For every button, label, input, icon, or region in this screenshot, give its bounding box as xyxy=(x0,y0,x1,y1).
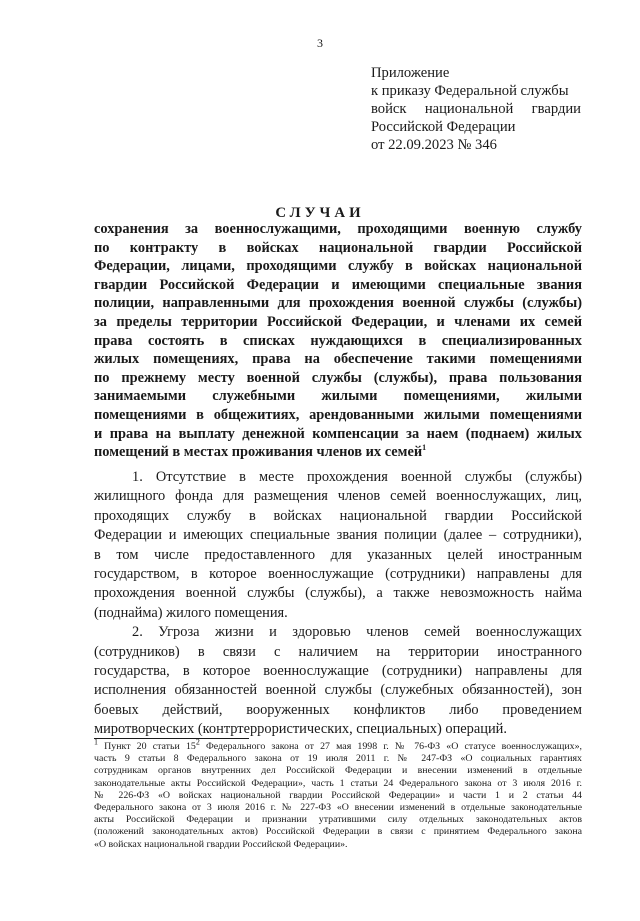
paragraph-line: исполнения обязанностей военной службы (служебных обязанностей), зон xyxy=(94,682,582,699)
subtitle-line: и права на выплату денежной компенсации за наем (поднаем) жилых xyxy=(94,425,582,442)
paragraph-line: миротворческих (контртеррористических, специальных) операций. xyxy=(94,721,507,738)
footnote-line: Федерального закона от 3 июля 2016 г. № 227-ФЗ «О внесении изменений в отдельные законодательные xyxy=(94,802,582,814)
paragraph-line: (поднайма) жилого помещения. xyxy=(94,604,288,621)
footnote-superscript: 2 xyxy=(195,737,200,747)
subtitle-line: по контракту в войсках национальной гвардии Российской xyxy=(94,239,582,256)
paragraph-line: прохождения военной службы (службы), а также невозможность найма xyxy=(94,585,582,602)
footnote-line: «О войсках национальной гвардии Российской Федерации». xyxy=(94,838,348,850)
subtitle-line: за пределы территории Российской Федерации, и членами их семей xyxy=(94,313,582,330)
subtitle-line: занимаемыми служебными жилыми помещениями, жилыми xyxy=(94,388,582,405)
paragraph-line: проходящих службу в войсках национальной гвардии Российской xyxy=(94,507,582,524)
footnote-line: законодательные акты Российской Федерации», часть 1 статьи 24 Федерального закона от 3 июля 2016 г. xyxy=(94,777,582,789)
footnote-text: Федерального закона от 27 мая 1998 г. № 76-ФЗ «О статусе военнослужащих», xyxy=(199,741,582,752)
paragraph-line: 1. Отсутствие в месте прохождения военной службы (службы) xyxy=(132,469,582,485)
subtitle-last-text: помещений в местах проживания членов их семей xyxy=(94,444,423,461)
appendix-line: к приказу Федеральной службы xyxy=(371,83,569,99)
appendix-line: войск национальной гвардии xyxy=(371,101,581,117)
subtitle-line xyxy=(94,443,582,462)
footnote-line: часть 9 статьи 8 Федерального закона от 19 июля 2011 г. № 247-ФЗ «О социальных гарантиях xyxy=(94,753,582,765)
paragraph-line: жилищного фонда для размещения членов семей военнослужащих, лиц, xyxy=(94,488,582,505)
paragraph-line: Федерации и имеющих специальные звания полиции (далее – сотрудники), xyxy=(94,527,582,544)
document-title: СЛУЧАИ xyxy=(275,205,365,221)
appendix-header xyxy=(371,64,581,154)
subtitle-line: права состоять в списках нуждающихся в специализированных xyxy=(94,332,582,349)
footnote-line: сотрудникам органов внутренних дел Российской Федерации и внесении изменений в отдельные xyxy=(94,765,582,777)
footnote-line: № 226-ФЗ «О войсках национальной гвардии Российской Федерации» и части 1 и 2 статьи 44 xyxy=(94,789,582,801)
paragraph-line: в том числе предоставленного для указанных целей иностранным xyxy=(94,546,582,563)
paragraph-line: государства, в которое военнослужащие (сотрудники) направлены для xyxy=(94,663,582,680)
subtitle-line: полиции, направленными для прохождения военной службы (службы) xyxy=(94,295,582,312)
subtitle-line: гвардии Российской Федерации и имеющими специальные звания xyxy=(94,276,582,293)
footnote-line xyxy=(94,737,582,753)
paragraph-line: 2. Угроза жизни и здоровью членов семей военнослужащих xyxy=(132,624,582,641)
document-subtitle xyxy=(94,220,582,462)
appendix-line: от 22.09.2023 № 346 xyxy=(371,137,497,153)
footnote-marker: 1 xyxy=(94,737,98,747)
page-number: 3 xyxy=(317,36,323,50)
appendix-line: Российской Федерации xyxy=(371,119,516,135)
subtitle-line: помещениями в общежитиях, арендованными жилыми помещениями xyxy=(94,406,582,423)
paragraph-line: боевых действий, вооруженных конфликтов либо проведением xyxy=(94,701,582,718)
subtitle-line: Федерации, лицами, проходящими службу в войсках национальной xyxy=(94,258,582,275)
paragraph-line: государством, в которое военнослужащие (сотрудники) направлены для xyxy=(94,566,582,583)
footnote-line: акты Российской Федерации и признании утратившими силу отдельных законодательных актов xyxy=(94,814,582,826)
footnote-divider xyxy=(94,738,249,739)
paragraph-line: (сотрудников) в связи с наличием на территории иностранного xyxy=(94,643,582,660)
subtitle-line: по прежнему месту военной службы (службы), права пользования xyxy=(94,369,582,386)
document-body xyxy=(94,468,582,740)
footnote xyxy=(94,737,582,851)
footnote-line: (положений законодательных актов) Российской Федерации в связи с принятием Федерального закона xyxy=(94,826,582,838)
subtitle-line: сохранения за военнослужащими, проходящими военную службу xyxy=(94,221,582,237)
footnote-reference[interactable]: 1 xyxy=(422,443,427,453)
footnote-text: Пункт 20 статьи 15 xyxy=(104,741,196,752)
subtitle-line: жилых помещениях, права на обеспечение такими помещениями xyxy=(94,351,582,368)
appendix-line: Приложение xyxy=(371,65,450,81)
